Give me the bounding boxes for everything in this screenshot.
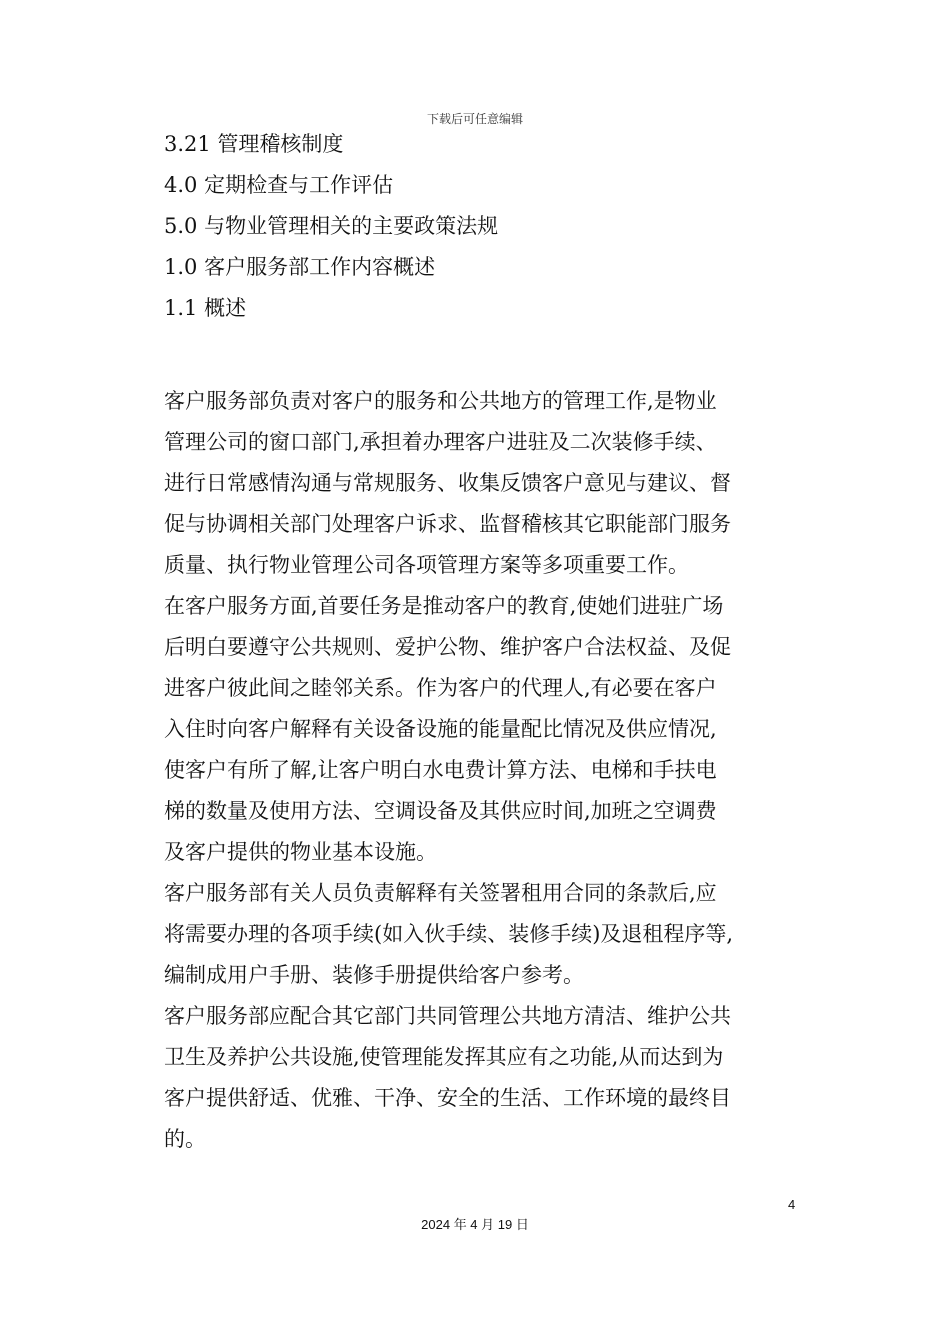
outline-item: 1.1 概述 [164,296,247,320]
footer-date: 2024 年 4 月 19 日 [421,1217,529,1232]
outline-item: 3.21 管理稽核制度 [164,132,344,156]
body-text [164,381,814,1160]
body-line: 质量、执行物业管理公司各项管理方案等多项重要工作。 [164,553,689,577]
body-line: 将需要办理的各项手续(如入伙手续、装修手续)及退租程序等, [164,922,734,946]
body-line: 梯的数量及使用方法、空调设备及其供应时间,加班之空调费 [164,799,717,823]
body-line: 在客户服务方面,首要任务是推动客户的教育,使她们进驻广场 [164,594,724,618]
outline-item: 4.0 定期检查与工作评估 [164,173,394,197]
body-line: 客户提供舒适、优雅、干净、安全的生活、工作环境的最终目 [164,1086,731,1110]
body-line: 促与协调相关部门处理客户诉求、监督稽核其它职能部门服务 [164,512,731,536]
body-line: 使客户有所了解,让客户明白水电费计算方法、电梯和手扶电 [164,758,717,782]
body-line: 客户服务部负责对客户的服务和公共地方的管理工作,是物业 [164,389,717,413]
body-line: 卫生及养护公共设施,使管理能发挥其应有之功能,从而达到为 [164,1045,724,1069]
body-line: 进客户彼此间之睦邻关系。作为客户的代理人,有必要在客户 [164,676,717,700]
body-line: 及客户提供的物业基本设施。 [164,840,437,864]
outline-list [164,124,814,329]
outline-item: 1.0 客户服务部工作内容概述 [164,255,436,279]
body-line: 管理公司的窗口部门,承担着办理客户进驻及二次装修手续、 [164,430,717,454]
body-line: 进行日常感情沟通与常规服务、收集反馈客户意见与建议、督 [164,471,731,495]
body-line: 后明白要遵守公共规则、爱护公物、维护客户合法权益、及促 [164,635,731,659]
body-line: 客户服务部应配合其它部门共同管理公共地方清洁、维护公共 [164,1004,731,1028]
outline-item: 5.0 与物业管理相关的主要政策法规 [164,214,499,238]
body-line: 入住时向客户解释有关设备设施的能量配比情况及供应情况, [164,717,717,741]
page-number: 4 [788,1197,796,1212]
body-line: 的。 [164,1127,206,1151]
body-line: 客户服务部有关人员负责解释有关签署租用合同的条款后,应 [164,881,717,905]
page-header: 下载后可任意编辑 [426,112,523,126]
body-line: 编制成用户手册、装修手册提供给客户参考。 [164,963,584,987]
